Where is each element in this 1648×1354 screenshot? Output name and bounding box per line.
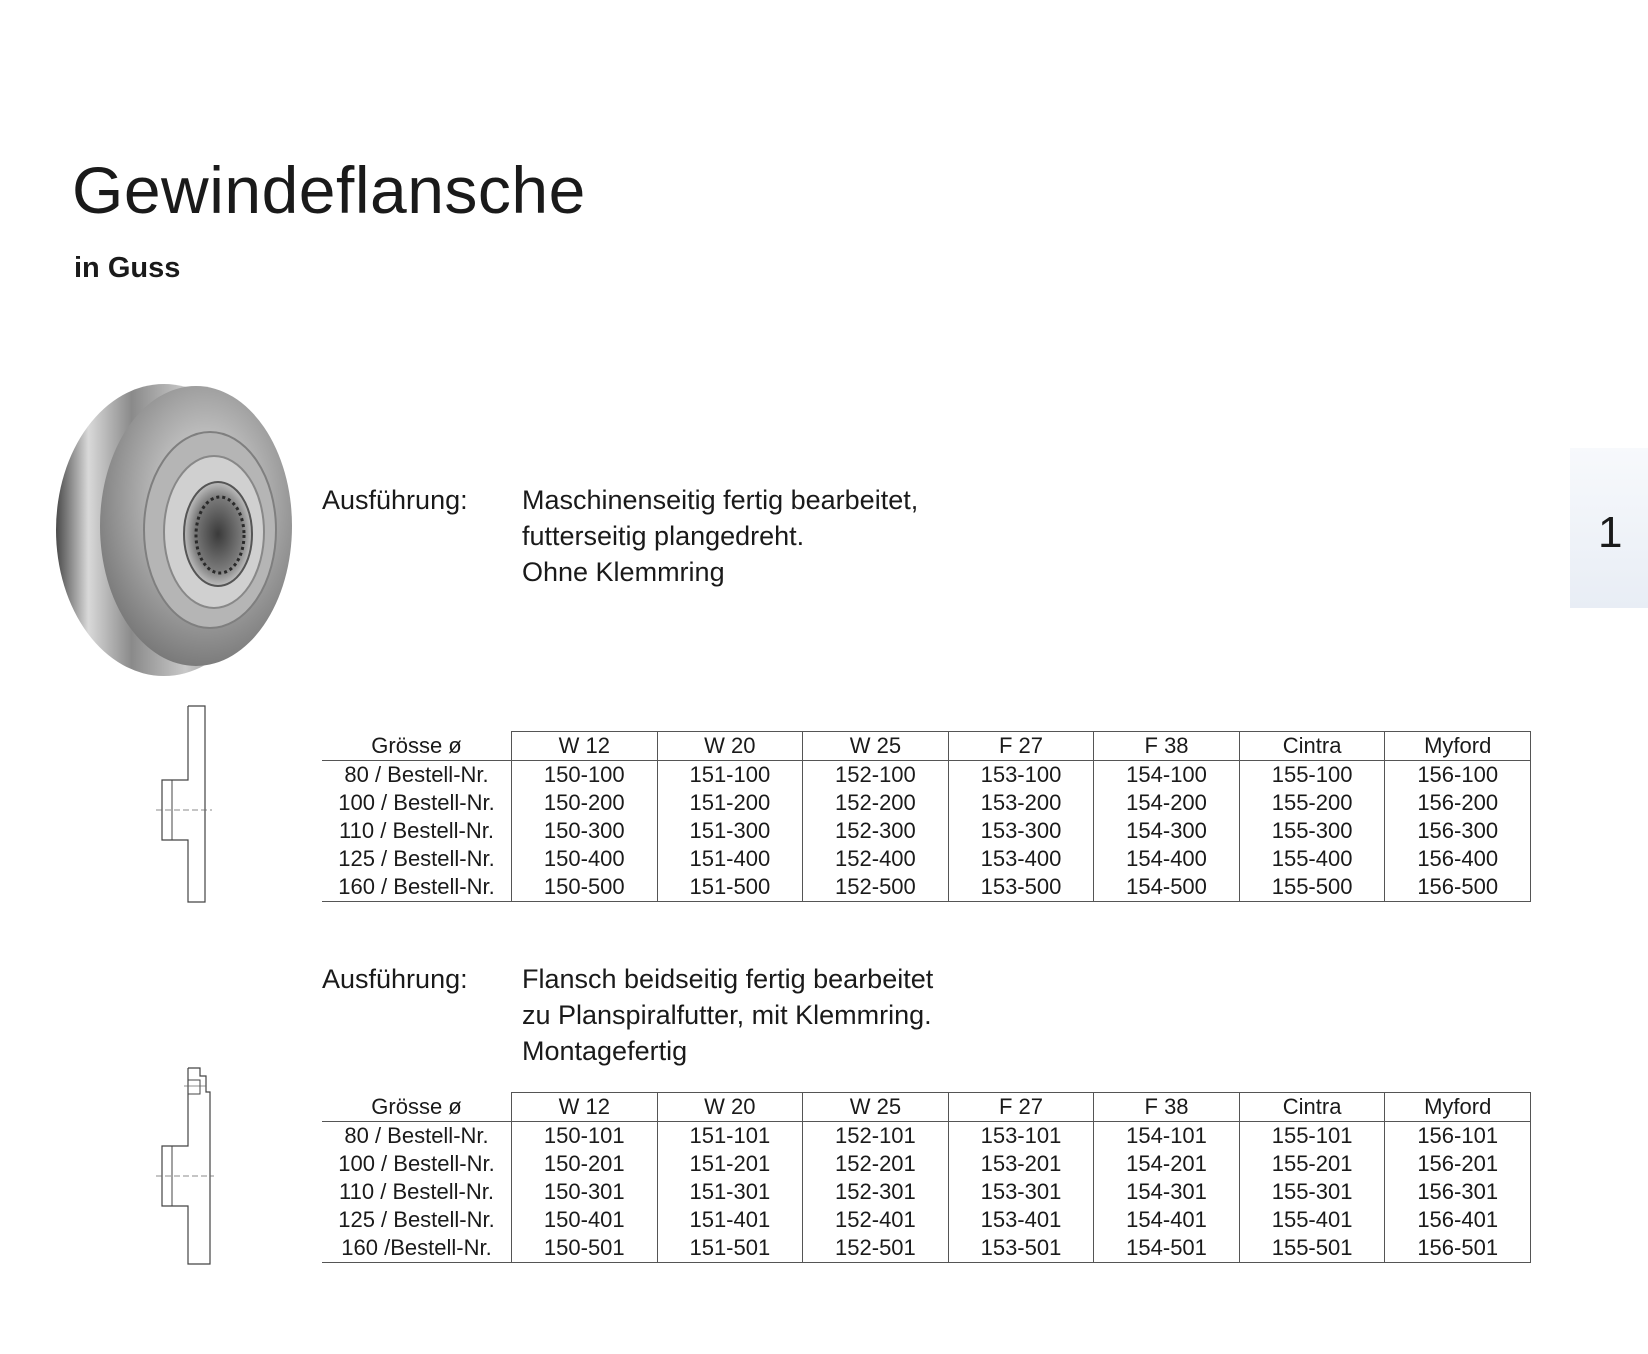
description-line: zu Planspiralfutter, mit Klemmring.	[522, 1000, 932, 1030]
table-cell: 154-400	[1094, 845, 1240, 873]
table-cell: 151-201	[657, 1150, 803, 1178]
table-cell: 110 / Bestell-Nr.	[339, 818, 494, 843]
table-cell: 156-301	[1385, 1178, 1531, 1206]
table-cell: 154-100	[1094, 761, 1240, 790]
table-cell: 155-501	[1239, 1234, 1385, 1263]
table-cell: 150-201	[512, 1150, 658, 1178]
table-cell: 155-300	[1239, 817, 1385, 845]
table-row	[322, 1122, 1531, 1151]
table-cell: 152-300	[803, 817, 949, 845]
table-cell: 150-100	[512, 761, 658, 790]
table-cell: 150-401	[512, 1206, 658, 1234]
table-cell: 151-501	[657, 1234, 803, 1263]
description-line: Flansch beidseitig fertig bearbeitet	[522, 964, 934, 994]
table-cell: 100 / Bestell-Nr.	[338, 1151, 495, 1176]
header-cell: Cintra	[1239, 1093, 1385, 1122]
execution-label: Ausführung:	[322, 485, 468, 515]
table-cell: 155-100	[1239, 761, 1385, 790]
flange-drawing-1	[150, 704, 220, 904]
table-cell: 151-500	[657, 873, 803, 902]
table-cell: 150-200	[512, 789, 658, 817]
header-cell: F 38	[1094, 732, 1240, 761]
table-cell: 156-401	[1385, 1206, 1531, 1234]
execution-label: Ausführung:	[322, 964, 468, 994]
table-cell: 153-501	[948, 1234, 1094, 1263]
table-cell: 151-400	[657, 845, 803, 873]
table-row	[322, 845, 1531, 873]
table-cell: 152-100	[803, 761, 949, 790]
table-cell: 150-400	[512, 845, 658, 873]
table-cell: 160 / Bestell-Nr.	[322, 873, 512, 902]
table-cell: 125 / Bestell-Nr.	[338, 1207, 495, 1232]
table-row	[322, 1178, 1531, 1206]
execution-description	[522, 961, 933, 1069]
description-line: Montagefertig	[522, 1036, 688, 1066]
table-row	[322, 817, 1531, 845]
table-cell: 150-300	[512, 817, 658, 845]
table-row	[322, 1150, 1531, 1178]
table-cell: 156-101	[1385, 1122, 1531, 1151]
table-cell: 155-200	[1239, 789, 1385, 817]
flange-product-image	[56, 380, 296, 680]
header-cell: Cintra	[1239, 732, 1385, 761]
table-cell: 156-201	[1385, 1150, 1531, 1178]
table-cell: 154-501	[1094, 1234, 1240, 1263]
chapter-tab[interactable]	[1570, 448, 1648, 608]
table-cell: 155-201	[1239, 1150, 1385, 1178]
table-cell: 150-101	[512, 1122, 658, 1151]
table-cell: 151-300	[657, 817, 803, 845]
table-cell: 156-300	[1385, 817, 1531, 845]
table-row	[322, 1234, 1531, 1263]
table-cell: 154-401	[1094, 1206, 1240, 1234]
table-cell: 153-100	[948, 761, 1094, 790]
description-line: Ohne Klemmring	[522, 557, 725, 587]
header-cell: W 25	[803, 732, 949, 761]
page-subtitle: in Guss	[74, 252, 181, 284]
table-cell: 152-500	[803, 873, 949, 902]
table-cell: 152-301	[803, 1178, 949, 1206]
table-cell: 151-301	[657, 1178, 803, 1206]
header-cell: Myford	[1385, 1093, 1531, 1122]
header-cell: W 12	[512, 732, 658, 761]
header-cell: Grösse ø	[322, 1093, 512, 1122]
header-cell: Grösse ø	[322, 732, 512, 761]
table-cell: 110 / Bestell-Nr.	[339, 1179, 494, 1204]
table-cell: 153-300	[948, 817, 1094, 845]
table-cell: 151-200	[657, 789, 803, 817]
table-cell: 150-500	[512, 873, 658, 902]
table-row	[322, 761, 1531, 790]
header-cell: W 20	[657, 732, 803, 761]
header-cell: Myford	[1385, 732, 1531, 761]
flange-drawing-2	[150, 1066, 220, 1270]
table-cell: 156-100	[1385, 761, 1531, 790]
table-row	[322, 789, 1531, 817]
table-cell: 100 / Bestell-Nr.	[338, 790, 495, 815]
table-cell: 155-500	[1239, 873, 1385, 902]
header-cell: W 12	[512, 1093, 658, 1122]
page-title: Gewindeflansche	[72, 153, 586, 227]
table-header-row	[322, 732, 1531, 761]
table-cell: 154-301	[1094, 1178, 1240, 1206]
table-cell: 150-301	[512, 1178, 658, 1206]
table-cell: 155-400	[1239, 845, 1385, 873]
header-cell: F 27	[948, 732, 1094, 761]
table-cell: 152-200	[803, 789, 949, 817]
table-cell: 154-200	[1094, 789, 1240, 817]
table-cell: 153-500	[948, 873, 1094, 902]
table-cell: 151-100	[657, 761, 803, 790]
header-cell: F 38	[1094, 1093, 1240, 1122]
table-cell: 153-101	[948, 1122, 1094, 1151]
table-row	[322, 873, 1531, 902]
table-cell: 151-401	[657, 1206, 803, 1234]
order-number-table-2	[322, 1092, 1531, 1263]
description-line: futterseitig plangedreht.	[522, 521, 805, 551]
order-number-table-1	[322, 731, 1531, 902]
table-cell: 153-400	[948, 845, 1094, 873]
table-header-row	[322, 1093, 1531, 1122]
table-cell: 154-500	[1094, 873, 1240, 902]
table-cell: 153-201	[948, 1150, 1094, 1178]
table-cell: 156-500	[1385, 873, 1531, 902]
table-cell: 152-501	[803, 1234, 949, 1263]
table-cell: 151-101	[657, 1122, 803, 1151]
execution-description	[522, 482, 918, 590]
table-cell: 153-301	[948, 1178, 1094, 1206]
description-line: Maschinenseitig fertig bearbeitet,	[522, 485, 919, 515]
table-cell: 153-200	[948, 789, 1094, 817]
table-cell: 153-401	[948, 1206, 1094, 1234]
header-cell: F 27	[948, 1093, 1094, 1122]
table-cell: 156-400	[1385, 845, 1531, 873]
chapter-number: 1	[1598, 508, 1623, 557]
table-cell: 155-101	[1239, 1122, 1385, 1151]
header-cell: W 25	[803, 1093, 949, 1122]
table-cell: 80 / Bestell-Nr.	[344, 762, 489, 787]
table-cell: 155-301	[1239, 1178, 1385, 1206]
table-row	[322, 1206, 1531, 1234]
table-cell: 152-401	[803, 1206, 949, 1234]
table-cell: 160 /Bestell-Nr.	[322, 1234, 512, 1263]
header-cell: W 20	[657, 1093, 803, 1122]
table-cell: 154-201	[1094, 1150, 1240, 1178]
table-cell: 154-300	[1094, 817, 1240, 845]
table-cell: 152-101	[803, 1122, 949, 1151]
table-cell: 155-401	[1239, 1206, 1385, 1234]
table-cell: 150-501	[512, 1234, 658, 1263]
table-cell: 80 / Bestell-Nr.	[344, 1123, 489, 1148]
table-cell: 152-400	[803, 845, 949, 873]
table-cell: 156-501	[1385, 1234, 1531, 1263]
table-cell: 125 / Bestell-Nr.	[338, 846, 495, 871]
table-cell: 152-201	[803, 1150, 949, 1178]
table-cell: 154-101	[1094, 1122, 1240, 1151]
table-cell: 156-200	[1385, 789, 1531, 817]
